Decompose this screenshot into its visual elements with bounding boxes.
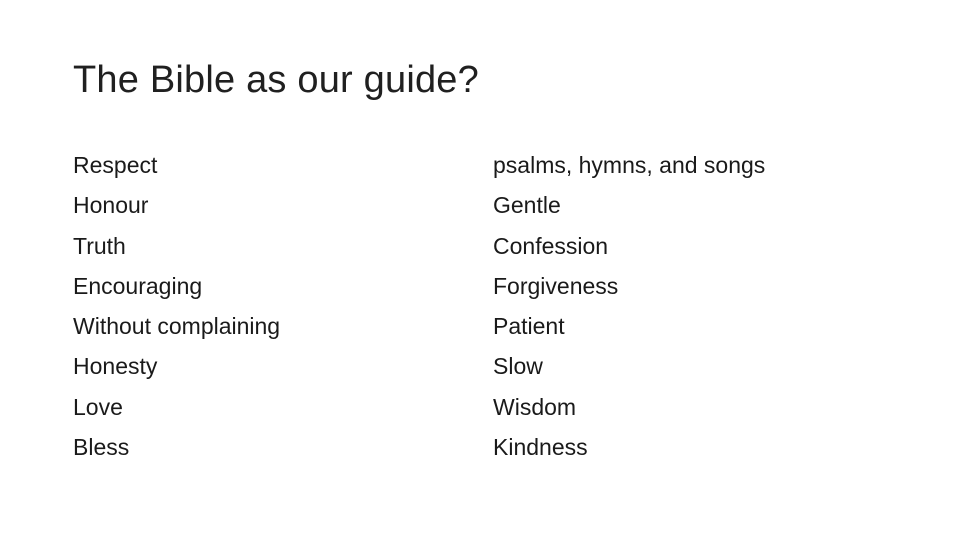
list-item: Truth [73, 232, 126, 259]
list-item: Honesty [73, 353, 158, 380]
list-item: Love [73, 393, 123, 420]
list-item: Forgiveness [493, 272, 619, 299]
list-item: Patient [493, 313, 565, 340]
list-item: Kindness [493, 434, 588, 461]
list-item: Wisdom [493, 393, 577, 420]
list-item: Honour [73, 192, 149, 219]
list-item: Respect [73, 152, 158, 178]
list-item: Bless [73, 434, 130, 461]
list-item: Confession [493, 232, 609, 259]
list-item: Gentle [493, 192, 561, 219]
slide-title: The Bible as our guide? [73, 59, 479, 101]
right-column-list [493, 145, 913, 467]
list-item: psalms, hymns, and songs [493, 152, 766, 178]
list-item: Without complaining [73, 313, 281, 340]
list-item: Encouraging [73, 272, 203, 299]
list-item: Slow [493, 353, 543, 380]
left-column-list [73, 145, 453, 467]
